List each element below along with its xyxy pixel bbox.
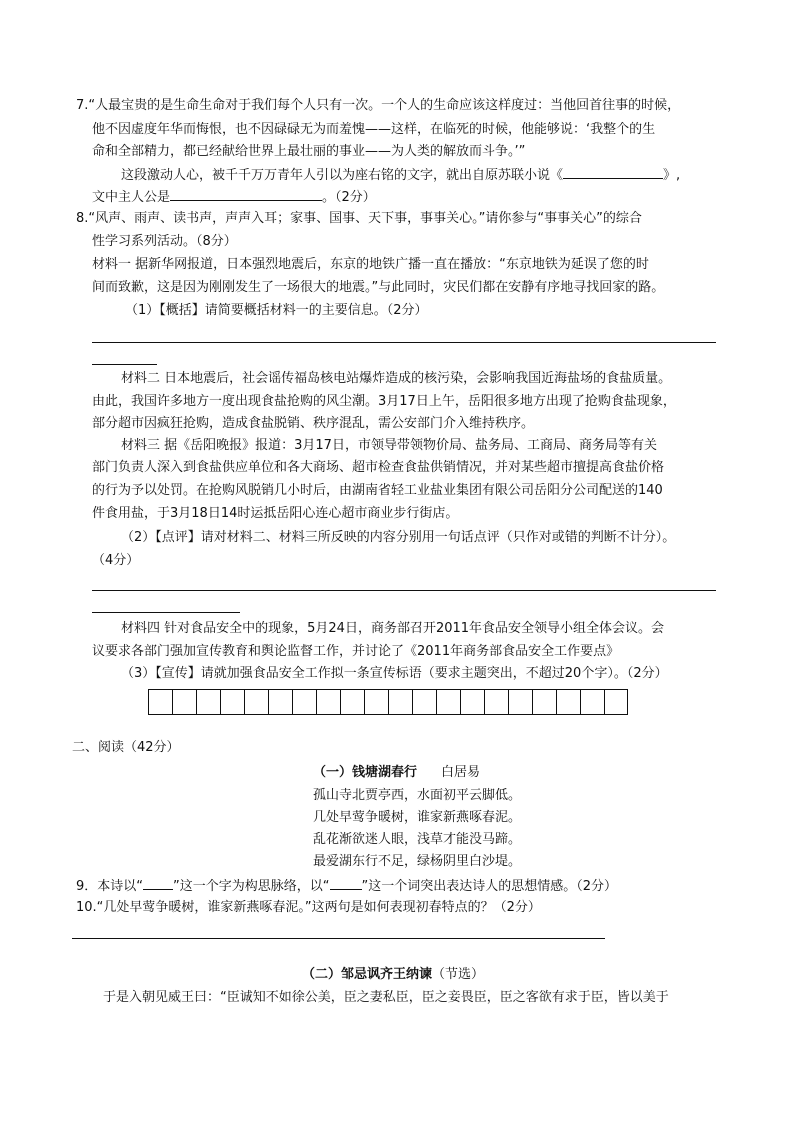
grid-cell[interactable] — [484, 689, 508, 715]
prose-title-row — [302, 966, 484, 984]
material-2-line-1: 材料二 日本地震后，社会谣传福岛核电站爆炸造成的核污染，会影响我国近海盐场的食盐质量。 — [121, 371, 672, 386]
material-1-line-1: 材料一 据新华网报道，日本强烈地震后，东京的地铁广播一直在播放：“东京地铁为延误了您的时 — [92, 257, 649, 272]
q8-line-1: 8.“风声、雨声、读书声，声声入耳；家事、国事、天下事，事事关心。”请你参与“事事关心”的综合 — [76, 211, 642, 226]
q8-line-2: 性学习系列活动。（8分） — [92, 234, 237, 249]
grid-cell[interactable] — [580, 689, 604, 715]
q10: 10.“几处早莺争暖树，谁家新燕啄春泥。”这两句是如何表现初春特点的？（2分） — [76, 900, 541, 915]
grid-cell[interactable] — [364, 689, 388, 715]
grid-cell[interactable] — [508, 689, 532, 715]
q7-line-2: 他不因虚度年华而悔恨，也不因碌碌无为而羞愧——这样，在临死的时候，他能够说：‘我整个的生 — [92, 122, 656, 137]
grid-cell[interactable] — [316, 689, 340, 715]
grid-cell[interactable] — [436, 689, 460, 715]
prose-line-1: 于是入朝见威王曰：“臣诚知不如徐公美，臣之妻私臣，臣之妾畏臣，臣之客欲有求于臣，皆以美于 — [103, 990, 669, 1005]
grid-cell[interactable] — [148, 689, 172, 715]
section-heading: 二、阅读（42分） — [72, 740, 180, 755]
q9-word-blank[interactable] — [330, 877, 362, 890]
grid-cell[interactable] — [460, 689, 484, 715]
grid-cell[interactable] — [292, 689, 316, 715]
grid-cell[interactable] — [220, 689, 244, 715]
material-4-line-2: 议要求各部门强加宣传教育和舆论监督工作，并讨论了《2011年商务部食品安全工作要点》 — [92, 644, 620, 659]
q9-text-b: ”这一个字为构思脉络，以“ — [173, 879, 330, 894]
grid-cell[interactable] — [340, 689, 364, 715]
q7-line-4-text: 这段激动人心，被千千万万青年人引以为座右铭的文字，就出自原苏联小说《 — [121, 168, 564, 183]
material-2-line-3: 部分超市因疯狂抢购，造成食盐脱销、秩序混乱，需公安部门介入维持秩序。 — [92, 416, 535, 431]
sub-question-2-score: （4分） — [92, 553, 140, 568]
q7-line-5-end: 。（2分） — [322, 190, 376, 205]
material-4-line-1: 材料四 针对食品安全中的现象，5月24日，商务部召开2011年食品安全领导小组全体会议。会 — [121, 621, 665, 636]
grid-cell[interactable] — [196, 689, 220, 715]
protagonist-blank[interactable] — [170, 188, 322, 201]
grid-cell[interactable] — [532, 689, 556, 715]
grid-cell[interactable] — [244, 689, 268, 715]
answer-line-1a[interactable] — [92, 342, 716, 343]
poem-author: 白居易 — [441, 765, 481, 780]
answer-line-1b[interactable] — [92, 364, 157, 365]
q9-text-a: 9．本诗以“ — [76, 879, 144, 894]
slogan-answer-grid[interactable] — [148, 689, 628, 715]
material-2-line-2: 由此，我国许多地方一度出现食盐抢购的风尘潮。3月17日上午，岳阳很多地方出现了抢购食盐现象， — [92, 394, 676, 409]
material-3-line-3: 的行为予以处罚。在抢购风脱销几小时后，由湖南省轻工业盐业集团有限公司岳阳分公司配送的140 — [92, 483, 663, 498]
material-3-line-2: 部门负责人深入到食盐供应单位和各大商场、超市检查食盐供销情况，并对某些超市擅提高食盐价格 — [92, 460, 665, 475]
q9-text-c: ”这一个词突出表达诗人的思想情感。（2分） — [361, 879, 618, 894]
grid-cell[interactable] — [388, 689, 412, 715]
q7-line-4-end: 》, — [663, 168, 681, 183]
material-3-line-4: 件食用盐，于3月18日14时运抵岳阳心连心超市商业步行街店。 — [92, 506, 459, 521]
material-3-line-1: 材料三 据《岳阳晚报》报道：3月17日，市领导带领物价局、盐务局、工商局、商务局等有关 — [121, 438, 657, 453]
poem-line: 乱花渐欲迷人眼，浅草才能没马蹄。 — [313, 832, 522, 847]
q7-line-5 — [92, 188, 376, 207]
sub-question-2: （2）【点评】请对材料二、材料三所反映的内容分别用一句话点评（只作对或错的判断不计分）。 — [121, 530, 676, 545]
q10-answer-line[interactable] — [72, 938, 605, 939]
q7-line-1: 7.“人最宝贵的是生命生命对于我们每个人只有一次。一个人的生命应该这样度过：当他回首往事的时候， — [76, 98, 681, 113]
prose-note: （节选） — [432, 967, 485, 982]
answer-line-2b[interactable] — [92, 612, 240, 613]
grid-cell[interactable] — [172, 689, 196, 715]
sub-question-3: （3）【宣传】请就加强食品安全工作拟一条宣传标语（要求主题突出，不超过20个字）。（2分） — [121, 666, 668, 681]
q7-line-5-text: 文中主人公是 — [92, 190, 171, 205]
poem-line: 几处早莺争暖树，谁家新燕啄春泥。 — [313, 810, 522, 825]
material-1-line-2: 间而致歉，这是因为刚刚发生了一场很大的地震。”与此同时，灾民们都在安静有序地寻找回家的路。 — [92, 280, 665, 295]
poem-line: 最爱湖东行不足，绿杨阴里白沙堤。 — [313, 854, 522, 869]
grid-cell[interactable] — [604, 689, 628, 715]
q7-line-4 — [121, 166, 680, 185]
q7-line-3: 命和全部精力，都已经献给世界上最壮丽的事业——为人类的解放而斗争。’” — [92, 144, 526, 159]
q9-character-blank[interactable] — [143, 877, 173, 890]
prose-title: （二）邹忌讽齐王纳谏 — [302, 967, 433, 982]
answer-line-2a[interactable] — [92, 590, 716, 591]
grid-cell[interactable] — [556, 689, 580, 715]
poem-line: 孤山寺北贾亭西，水面初平云脚低。 — [313, 788, 522, 803]
novel-title-blank[interactable] — [563, 166, 663, 179]
poem-title: （一）钱塘湖春行 — [313, 765, 418, 780]
sub-question-1: （1）【概括】请简要概括材料一的主要信息。（2分） — [125, 303, 428, 318]
grid-cell[interactable] — [268, 689, 292, 715]
q9 — [76, 877, 617, 896]
grid-cell[interactable] — [412, 689, 436, 715]
